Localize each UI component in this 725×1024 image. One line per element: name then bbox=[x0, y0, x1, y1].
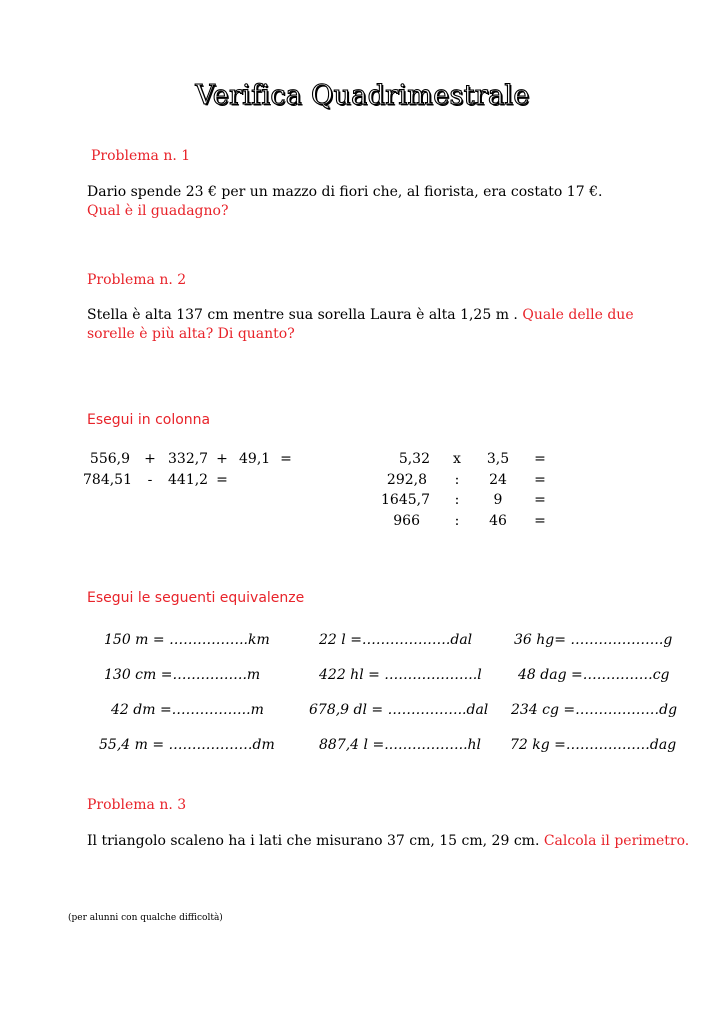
equivalence-item: 72 kg =………………dag bbox=[510, 737, 677, 753]
footnote: (per alunni con qualche difficoltà) bbox=[68, 913, 223, 923]
equivalence-item: 130 cm =…………….m bbox=[104, 667, 261, 683]
operator: + bbox=[216, 451, 228, 467]
equals-sign: = bbox=[534, 492, 546, 508]
operator: : bbox=[454, 492, 460, 508]
problem3-text bbox=[87, 832, 689, 851]
operand: 784,51 bbox=[83, 472, 132, 488]
problem1-text: Dario spende 23 € per un mazzo di fiori che, al fiorista, era costato 17 €. bbox=[87, 184, 603, 200]
operator: : bbox=[454, 513, 460, 529]
operand: 9 bbox=[493, 492, 503, 508]
operand: 332,7 bbox=[168, 451, 209, 467]
operator: : bbox=[454, 472, 460, 488]
equals-sign: = bbox=[534, 451, 546, 467]
equals-sign: = bbox=[280, 451, 292, 467]
problem2-heading: Problema n. 2 bbox=[87, 272, 187, 288]
problem1-heading: Problema n. 1 bbox=[91, 148, 191, 164]
equivalence-item: 150 m = ……………..km bbox=[104, 632, 270, 648]
problem2-text bbox=[87, 306, 634, 325]
equivalence-item: 42 dm =……………..m bbox=[111, 702, 264, 718]
operand: 49,1 bbox=[239, 451, 271, 467]
page-title: Verifica Quadrimestrale bbox=[195, 80, 530, 111]
operand: 292,8 bbox=[386, 472, 427, 488]
operand: 556,9 bbox=[89, 451, 130, 467]
operand: 3,5 bbox=[486, 451, 510, 467]
equivalence-item: 22 l =……………….dal bbox=[319, 632, 473, 648]
equivalence-item: 55,4 m = ………………dm bbox=[99, 737, 275, 753]
equivalence-item: 234 cg =………………dg bbox=[511, 702, 678, 718]
operand: 5,32 bbox=[398, 451, 430, 467]
problem3-heading: Problema n. 3 bbox=[87, 797, 187, 813]
problem2-question-part1: Quale delle due bbox=[522, 307, 634, 323]
equivalence-item: 887,4 l =.……………..hl bbox=[319, 737, 482, 753]
problem1-question: Qual è il guadagno? bbox=[87, 203, 229, 219]
operand: 46 bbox=[489, 513, 507, 529]
operand: 1645,7 bbox=[381, 492, 430, 508]
equivalence-item: 48 dag =……………cg bbox=[518, 667, 670, 683]
operand: 966 bbox=[393, 513, 420, 529]
equals-sign: = bbox=[534, 513, 546, 529]
equivalence-item: 422 hl = ………………..l bbox=[319, 667, 482, 683]
equivalence-item: 36 hg= ………………..g bbox=[514, 632, 673, 648]
problem2-question-part2: sorelle è più alta? Di quanto? bbox=[87, 326, 295, 342]
column-heading: Esegui in colonna bbox=[87, 412, 211, 428]
equals-sign: = bbox=[534, 472, 546, 488]
problem3-statement: Il triangolo scaleno ha i lati che misurano 37 cm, 15 cm, 29 cm. bbox=[87, 833, 540, 849]
operand: 441,2 bbox=[168, 472, 209, 488]
problem3-question: Calcola il perimetro. bbox=[543, 833, 690, 849]
operator: + bbox=[144, 451, 156, 467]
problem2-statement: Stella è alta 137 cm mentre sua sorella Laura è alta 1,25 m . bbox=[87, 307, 518, 323]
equivalence-item: 678,9 dl = ……………..dal bbox=[309, 702, 489, 718]
equivalences-heading: Esegui le seguenti equivalenze bbox=[87, 590, 305, 606]
operator: x bbox=[453, 451, 461, 467]
operator: - bbox=[147, 472, 153, 488]
operand: 24 bbox=[489, 472, 507, 488]
equals-sign: = bbox=[216, 472, 228, 488]
